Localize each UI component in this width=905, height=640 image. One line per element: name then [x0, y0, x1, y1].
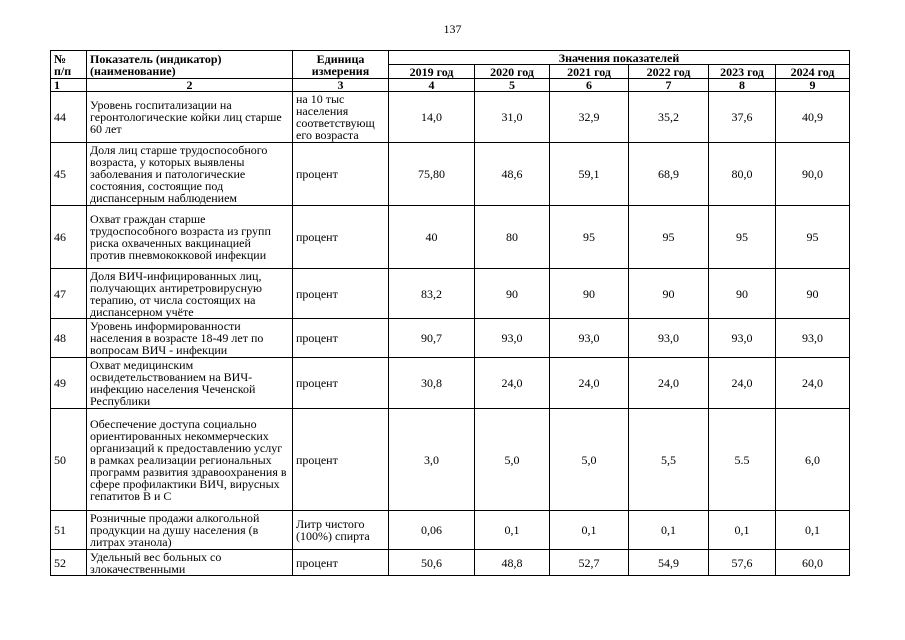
row-number: 49	[51, 358, 87, 409]
row-value: 37,6	[709, 92, 776, 143]
row-value: 24,0	[709, 358, 776, 409]
row-indicator: Обеспечение доступа социально ориентированных некоммерческих организаций к предоставлению услуг в рамках реализации региональных программ развития здравоохранения в сфере профилактики ВИЧ, вирусных гепатитов В и С	[87, 409, 293, 511]
header-year: 2024 год	[776, 65, 850, 79]
row-value: 0,1	[629, 511, 709, 550]
row-value: 90	[709, 269, 776, 319]
row-number: 47	[51, 269, 87, 319]
column-number: 7	[629, 79, 709, 92]
row-indicator: Доля ВИЧ-инфицированных лиц, получающих антиретровирусную терапию, от числа состоящих на диспансерном учёте	[87, 269, 293, 319]
row-number: 48	[51, 319, 87, 358]
header-year: 2022 год	[629, 65, 709, 79]
header-indicator-line2: (наименование)	[90, 63, 176, 78]
row-value: 95	[629, 206, 709, 269]
row-value: 0,1	[550, 511, 629, 550]
row-number: 46	[51, 206, 87, 269]
table-row	[51, 319, 850, 358]
header-row-1	[51, 51, 850, 65]
header-year: 2021 год	[550, 65, 629, 79]
row-value: 93,0	[709, 319, 776, 358]
header-year: 2020 год	[475, 65, 550, 79]
row-value: 5.5	[709, 409, 776, 511]
row-value: 90	[475, 269, 550, 319]
table-row	[51, 269, 850, 319]
row-value: 90	[776, 269, 850, 319]
row-value: 48,6	[475, 143, 550, 206]
row-value: 95	[776, 206, 850, 269]
row-value: 24,0	[629, 358, 709, 409]
row-value: 90,0	[776, 143, 850, 206]
row-number: 51	[51, 511, 87, 550]
header-indicator-line1: Показатель (индикатор)	[90, 51, 222, 66]
row-value: 24,0	[550, 358, 629, 409]
column-number: 5	[475, 79, 550, 92]
header-indicator	[87, 51, 293, 79]
header-unit-line1: Единица	[316, 51, 365, 66]
header-num-line1: №	[54, 51, 67, 66]
row-indicator: Уровень информированности населения в возрасте 18-49 лет по вопросам ВИЧ - инфекции	[87, 319, 293, 358]
column-number: 9	[776, 79, 850, 92]
page-number: 137	[443, 22, 462, 36]
row-value: 90	[629, 269, 709, 319]
table-row	[51, 92, 850, 143]
row-number: 44	[51, 92, 87, 143]
row-value: 48,8	[475, 550, 550, 576]
row-value: 80	[475, 206, 550, 269]
row-value: 5,0	[475, 409, 550, 511]
row-value: 52,7	[550, 550, 629, 576]
row-indicator: Уровень госпитализации на геронтологические койки лиц старше 60 лет	[87, 92, 293, 143]
row-value: 93,0	[475, 319, 550, 358]
table-row	[51, 409, 850, 511]
table-row	[51, 143, 850, 206]
row-value: 0,06	[389, 511, 475, 550]
row-unit: Литр чистого (100%) спирта	[293, 511, 389, 550]
row-value: 0,1	[709, 511, 776, 550]
row-value: 59,1	[550, 143, 629, 206]
table-row	[51, 206, 850, 269]
row-value: 93,0	[629, 319, 709, 358]
column-number: 4	[389, 79, 475, 92]
row-value: 0,1	[776, 511, 850, 550]
column-number: 3	[293, 79, 389, 92]
header-values: Значения показателей	[389, 51, 850, 65]
row-value: 57,6	[709, 550, 776, 576]
row-unit: процент	[293, 143, 389, 206]
row-value: 54,9	[629, 550, 709, 576]
row-value: 80,0	[709, 143, 776, 206]
column-number: 2	[87, 79, 293, 92]
row-value: 31,0	[475, 92, 550, 143]
row-indicator: Доля лиц старше трудоспособного возраста, у которых выявлены заболевания и патологические состояния, состоящие под диспансерным наблюдением	[87, 143, 293, 206]
row-unit: процент	[293, 358, 389, 409]
row-value: 40,9	[776, 92, 850, 143]
row-unit: на 10 тыс населения соответствующ его возраста	[293, 92, 389, 143]
row-value: 50,6	[389, 550, 475, 576]
row-indicator: Удельный вес больных со злокачественными	[87, 550, 293, 576]
row-unit: процент	[293, 206, 389, 269]
row-number: 50	[51, 409, 87, 511]
header-year: 2023 год	[709, 65, 776, 79]
row-value: 0,1	[475, 511, 550, 550]
row-number: 45	[51, 143, 87, 206]
row-value: 5,0	[550, 409, 629, 511]
row-value: 95	[550, 206, 629, 269]
row-value: 35,2	[629, 92, 709, 143]
row-value: 5,5	[629, 409, 709, 511]
row-value: 90	[550, 269, 629, 319]
column-number: 1	[51, 79, 87, 92]
row-value: 83,2	[389, 269, 475, 319]
row-number: 52	[51, 550, 87, 576]
row-value: 24,0	[776, 358, 850, 409]
row-value: 6,0	[776, 409, 850, 511]
row-value: 68,9	[629, 143, 709, 206]
row-indicator: Охват граждан старше трудоспособного возраста из групп риска охваченных вакцинацией против пневмококковой инфекции	[87, 206, 293, 269]
row-value: 95	[709, 206, 776, 269]
row-value: 93,0	[550, 319, 629, 358]
row-value: 24,0	[475, 358, 550, 409]
row-indicator: Охват медицинским освидетельствованием на ВИЧ-инфекцию населения Чеченской Республики	[87, 358, 293, 409]
header-year: 2019 год	[389, 65, 475, 79]
row-value: 32,9	[550, 92, 629, 143]
header-unit-line2: измерения	[311, 63, 370, 78]
row-unit: процент	[293, 409, 389, 511]
row-value: 93,0	[776, 319, 850, 358]
column-number: 6	[550, 79, 629, 92]
row-indicator: Розничные продажи алкогольной продукции на душу населения (в литрах этанола)	[87, 511, 293, 550]
table-row	[51, 358, 850, 409]
row-value: 90,7	[389, 319, 475, 358]
row-unit: процент	[293, 269, 389, 319]
header-unit	[293, 51, 389, 79]
header-num	[51, 51, 87, 79]
indicators-table	[50, 50, 850, 576]
header-num-line2: п/п	[54, 63, 72, 78]
row-unit: процент	[293, 319, 389, 358]
row-value: 40	[389, 206, 475, 269]
header-row-numbering	[51, 79, 850, 92]
row-value: 14,0	[389, 92, 475, 143]
column-number: 8	[709, 79, 776, 92]
row-value: 3,0	[389, 409, 475, 511]
row-unit: процент	[293, 550, 389, 576]
row-value: 60,0	[776, 550, 850, 576]
table-row	[51, 511, 850, 550]
row-value: 30,8	[389, 358, 475, 409]
row-value: 75,80	[389, 143, 475, 206]
table-row	[51, 550, 850, 576]
